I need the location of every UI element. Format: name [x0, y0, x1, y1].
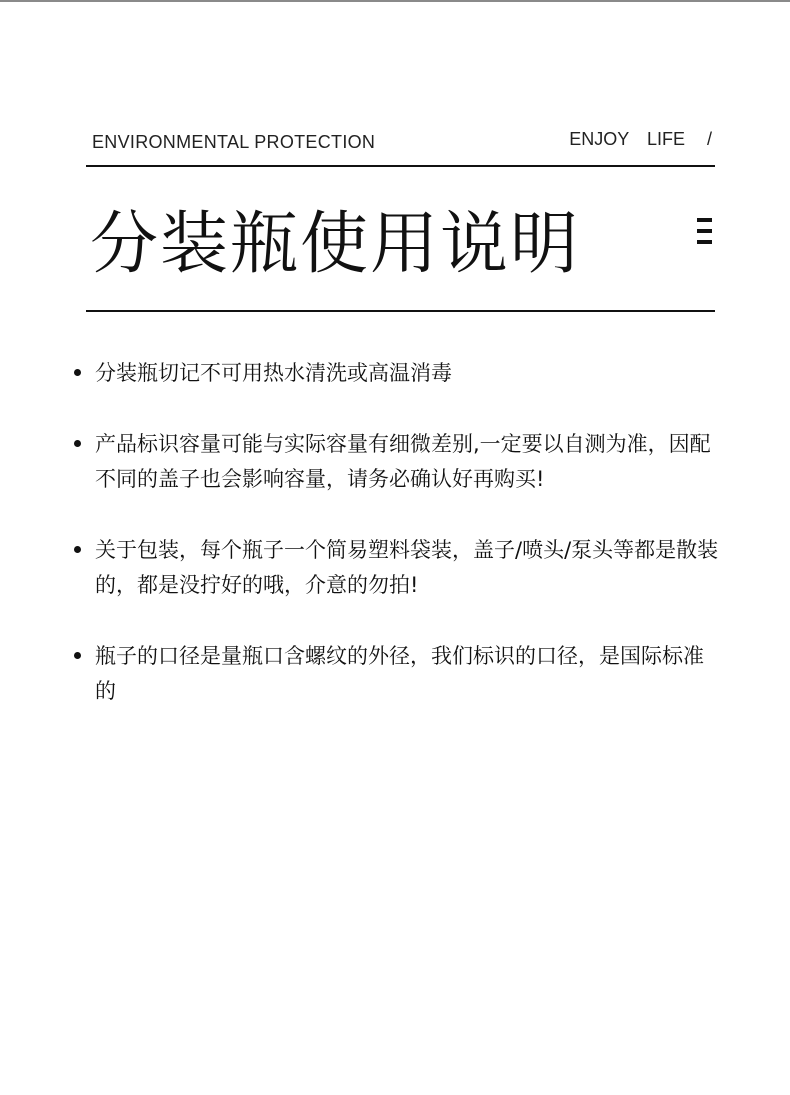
top-border [0, 0, 790, 2]
bullet-icon [74, 652, 81, 659]
header-slash: / [706, 129, 712, 149]
bullet-icon [74, 369, 81, 376]
menu-icon[interactable] [697, 218, 712, 244]
note-item [74, 356, 724, 391]
note-text: 关于包装，每个瓶子一个简易塑料袋装，盖子/喷头/泵头等都是散装的，都是没拧好的哦，介意的勿拍! [95, 538, 719, 597]
note-item [74, 639, 724, 709]
header-right-text: ENJOY LIFE [569, 129, 685, 149]
bullet-icon [74, 546, 81, 553]
header-left-text: ENVIRONMENTAL PROTECTION [92, 132, 376, 152]
note-text: 瓶子的口径是量瓶口含螺纹的外径，我们标识的口径，是国际标准的 [95, 644, 704, 703]
bullet-icon [74, 440, 81, 447]
note-item [74, 427, 724, 497]
header-right [569, 129, 712, 150]
usage-notes-list [74, 356, 724, 745]
page-title: 分装瓶使用说明 [90, 205, 581, 284]
menu-icon-bar [697, 240, 712, 244]
note-text: 产品标识容量可能与实际容量有细微差别,一定要以自测为准，因配不同的盖子也会影响容量，请务必确认好再购买! [95, 432, 711, 491]
note-item [74, 533, 724, 603]
top-divider [86, 165, 715, 167]
menu-icon-bar [697, 218, 712, 222]
menu-icon-bar [697, 229, 712, 233]
title-divider [86, 310, 715, 312]
note-text: 分装瓶切记不可用热水清洗或高温消毒 [95, 361, 452, 385]
